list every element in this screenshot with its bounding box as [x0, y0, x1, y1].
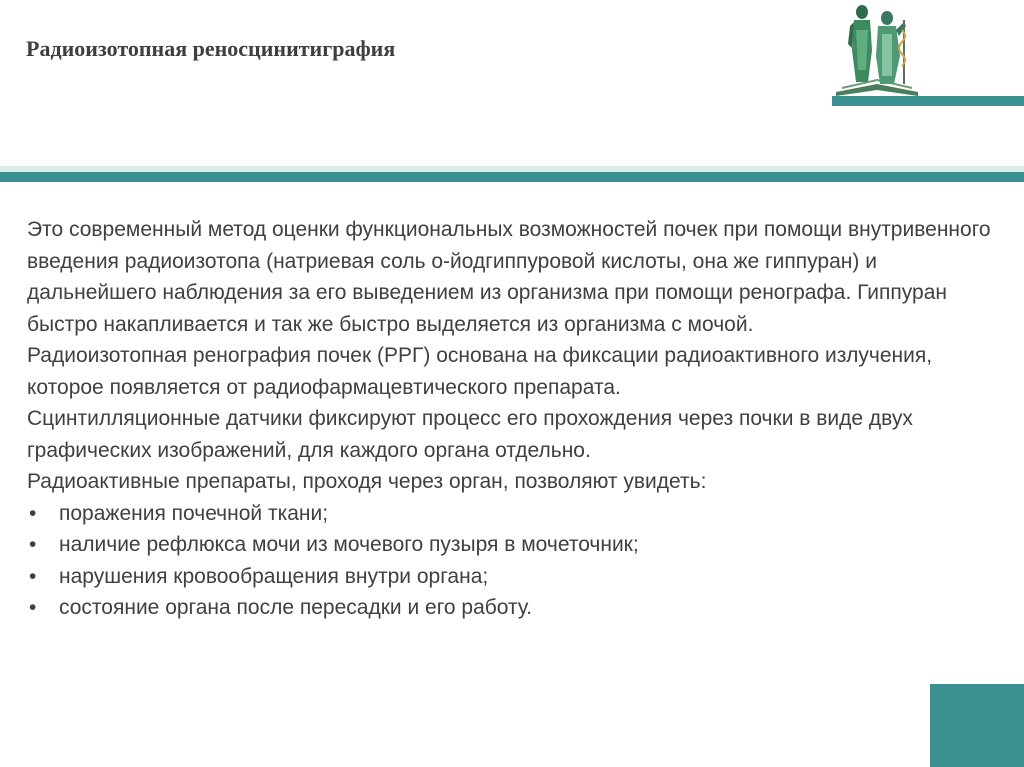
- paragraph-detectors: Сцинтилляционные датчики фиксируют процесс его прохождения через почки в виде двух графических изображений, для каждого органа отдельно.: [27, 407, 913, 462]
- corner-accent-block: [930, 684, 1024, 767]
- paragraph-list-intro: Радиоактивные препараты, проходя через орган, позволяют увидеть:: [27, 470, 707, 493]
- logo-underline-bar: [832, 96, 1024, 106]
- header-band: [0, 172, 1024, 182]
- bullet-icon: •: [29, 596, 37, 619]
- university-statues-logo: [832, 0, 922, 100]
- list-item-text: нарушения кровообращения внутри органа;: [59, 564, 489, 588]
- bullet-icon: •: [29, 564, 37, 588]
- paragraph-rrg: Радиоизотопная ренография почек (РРГ) основана на фиксации радиоактивного излучения, которое появляется от радиофармацевтического препарата.: [27, 344, 933, 399]
- list-item: [27, 592, 1012, 624]
- bullet-icon: •: [29, 533, 37, 556]
- list-item: [27, 561, 1012, 593]
- bullet-icon: •: [29, 501, 37, 525]
- paragraph-method: Это современный метод оценки функциональных возможностей почек при помощи внутривенного введения радиоизотопа (натриевая соль о-йодгиппуровой кислоты, она же гиппуран) и дальнейшего наблюдения за его выведением из организма при помощи ренографа. Гиппуран быстро накапливается и так же быстро выделяется из организма с мочой.: [27, 218, 991, 336]
- list-item: [27, 498, 1012, 530]
- slide-title: Радиоизотопная реносцинитиграфия: [26, 36, 396, 61]
- findings-list: [27, 498, 1012, 624]
- list-item: [27, 529, 1012, 561]
- list-item-text: наличие рефлюкса мочи из мочевого пузыря в мочеточник;: [59, 533, 639, 556]
- list-item-text: состояние органа после пересадки и его работу.: [59, 596, 533, 619]
- slide-body: [27, 214, 1012, 624]
- list-item-text: поражения почечной ткани;: [59, 501, 329, 525]
